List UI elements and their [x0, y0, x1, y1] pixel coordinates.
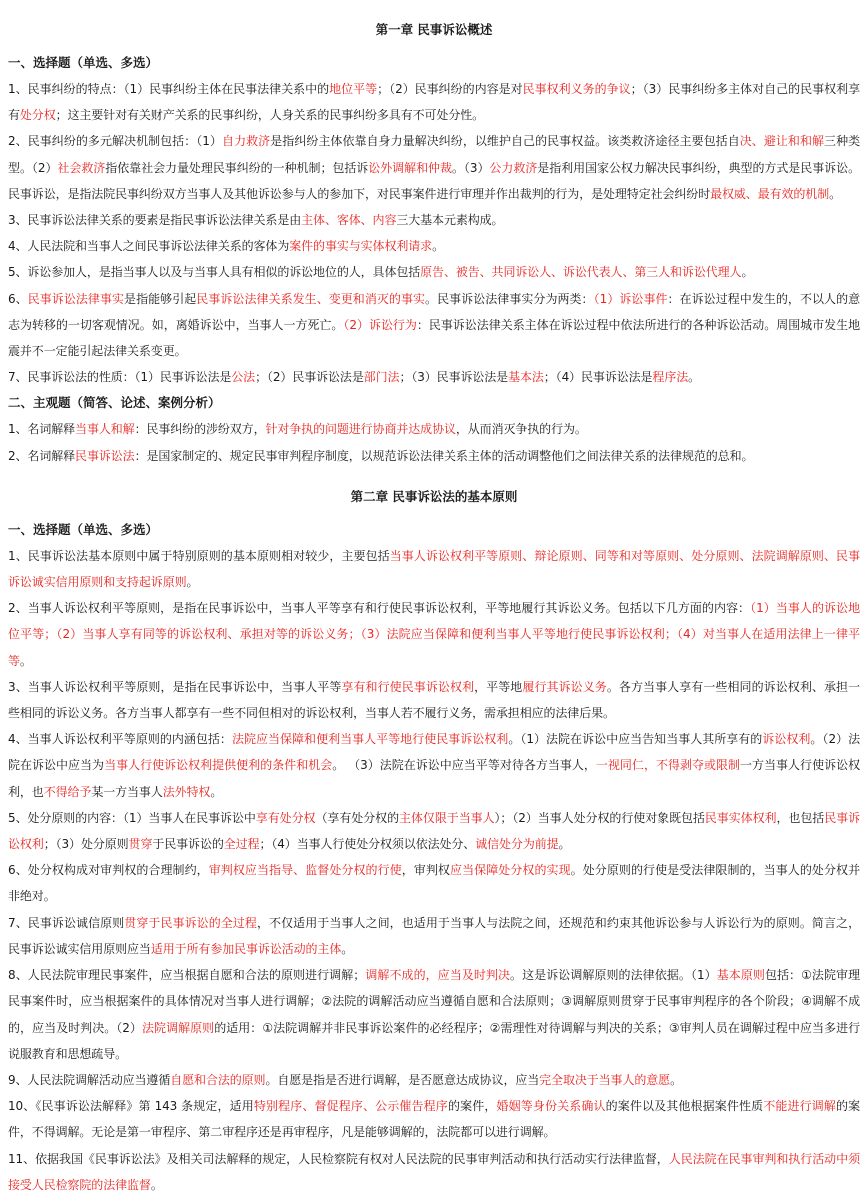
highlighted-text: 原告、被告、共同诉讼人、诉讼代表人、第三人和诉讼代理人 [420, 265, 742, 280]
highlighted-text: （2）诉讼行为 [343, 317, 417, 332]
paragraph-item [8, 259, 860, 285]
highlighted-text: 婚姻等身份关系确认 [496, 1099, 606, 1114]
body-text: 某一方当事人 [91, 784, 163, 799]
chapter-2-title: 第二章 民事诉讼法的基本原则 [350, 488, 518, 504]
body-text: 。 [558, 837, 571, 852]
body-text: 。各方当事人享有一些相同的诉讼权利、承担一些相同的诉讼义务。各方当事人都享有一些不同但相对的诉讼权利，当事人若不履行义务，需承担相应的法律后果。 [8, 679, 860, 721]
highlighted-text: 针对争执的问题进行协商并达成协议 [265, 422, 456, 437]
body-text: 3、当事人诉讼权利平等原则，是指在民事诉讼中，当事人平等 [8, 679, 342, 694]
body-text: 的案件以及其他根据案件性质 [605, 1099, 764, 1114]
ch2-choice-items [8, 543, 860, 1198]
body-text: ；（3）处分原则 [43, 837, 129, 852]
highlighted-text: 地位平等 [329, 82, 378, 96]
paragraph-item [8, 805, 860, 857]
highlighted-text: 处分权 [19, 108, 56, 123]
highlighted-text: 民事权利义务的争议 [522, 82, 631, 96]
highlighted-text: 民事诉讼法 [75, 448, 135, 463]
highlighted-text: 特别程序、督促程序、公示催告程序 [253, 1099, 448, 1114]
chapter-1-title: 第一章 民事诉讼概述 [375, 22, 493, 37]
body-text: 一方当事人行使诉讼权利，也 [8, 758, 860, 799]
highlighted-text: 全过程 [223, 837, 260, 852]
body-text: 是指能够引起 [124, 291, 197, 306]
paragraph-item [8, 962, 860, 1067]
body-text: 是指纠纷主体依靠自身力量解决纠纷，以维护自己的民事权益。该类救济途径主要包括自 [270, 134, 740, 149]
paragraph-item [8, 286, 860, 365]
body-text: 5、处分原则的内容：（1）当事人在民事诉讼中 [8, 810, 256, 825]
paragraph-item [8, 233, 860, 259]
body-text: ；这主要针对有关财产关系的民事纠纷，人身关系的民事纠纷多具有不可处分性。 [55, 108, 485, 123]
ch1-section-choice: 一、选择题（单选、多选） [8, 55, 159, 70]
body-text: 于民事诉讼的 [152, 837, 224, 852]
body-text: 三大基本元素构成。 [396, 213, 504, 228]
highlighted-text: 诚信处分为前提 [475, 837, 559, 852]
highlighted-text: （1）诉讼事件 [593, 291, 668, 306]
body-text: 1、民事诉讼法基本原则中属于特别原则的基本原则相对较少，主要包括 [8, 548, 390, 563]
highlighted-text: 当事人和解 [75, 422, 135, 437]
highlighted-text: 人民法院在民事审判和执行活动中须接受人民检察院的法律监督 [8, 1151, 860, 1192]
highlighted-text: 贯穿 [128, 837, 153, 852]
highlighted-text: 民事诉讼法律事实 [27, 291, 125, 306]
body-text: （享有处分权的 [315, 810, 400, 825]
body-text: ；（4）当事人行使处分权须以依法处分、 [259, 837, 476, 852]
body-text: ：民事诉讼法律关系主体在诉讼过程中依法所进行的各种诉讼活动。周围城市发生地震并不一定能引起法律关系变更。 [8, 317, 860, 359]
body-text: 。 [341, 941, 354, 956]
body-text: 10、《民事诉讼法解释》第 143 条规定，适用 [8, 1099, 254, 1114]
body-text: 。（1）法院在诉讼中应当告知当事人其所享有的 [508, 732, 763, 747]
body-text: 。（3） [451, 160, 490, 175]
highlighted-text: 应当保障处分权的实现 [450, 863, 571, 878]
body-text: 。 [670, 1072, 682, 1087]
paragraph-item [8, 76, 860, 128]
highlighted-text: 法院调解原则 [142, 1020, 215, 1035]
highlighted-text: 民事实体权利 [704, 810, 777, 825]
body-text: 1、名词解释 [8, 422, 76, 437]
body-text: 。 [19, 653, 32, 668]
highlighted-text: 调解不成的，应当及时判决 [365, 968, 511, 983]
body-text: ，平等地 [474, 679, 523, 694]
body-text: 。自愿是指是否进行调解，是否愿意达成协议，应当 [265, 1072, 540, 1087]
body-text: ，从而消灭争执的行为。 [455, 422, 587, 437]
body-text: ：民事纠纷的涉纷双方， [134, 422, 266, 437]
body-text: 包括：①法院审理民事案件时，应当根据案件的具体情况对当事人进行调解；②法院的调解活动应当遵循自愿和合法原则；③调解原则贯穿于民事审判程序的各个阶段；④调解不成的，应当及时判决。（2） [8, 968, 860, 1035]
ch1-section-subjective: 二、主观题（简答、论述、案例分析） [8, 395, 221, 411]
highlighted-text: 程序法 [652, 370, 689, 385]
body-text: 的案件， [447, 1099, 497, 1114]
highlighted-text: 贯穿于民事诉讼的全过程 [124, 915, 257, 930]
body-text: 3、民事诉讼法律关系的要素是指民事诉讼法律关系是由 [8, 213, 302, 228]
body-text: ：在诉讼过程中发生的，不以人的意志为转移的一切客观情况。如，离婚诉讼中，当事人一方死亡。 [8, 291, 861, 332]
paragraph-item [8, 1146, 860, 1198]
highlighted-text: 当事人诉讼权利平等原则、辩论原则、同等和对等原则、处分原则、法院调解原则、民事诉讼诚实信用原则和支持起诉原则 [8, 548, 860, 590]
body-text: 。 [210, 784, 223, 799]
paragraph-item [8, 364, 860, 390]
body-text: 。（2）法院在诉讼中应当为 [8, 732, 861, 773]
highlighted-text: 享有和行使民事诉讼权利 [341, 679, 475, 694]
highlighted-text: 基本法 [508, 370, 544, 385]
highlighted-text: 法外特权 [162, 784, 211, 799]
body-text: ，审判权 [401, 863, 450, 878]
highlighted-text: 公法 [231, 370, 256, 385]
paragraph-item [8, 726, 860, 805]
highlighted-text: 诉讼权利 [762, 732, 811, 747]
paragraph-item [8, 595, 860, 674]
body-text: 的适用：①法院调解并非民事诉讼案件的必经程序；②需理性对待调解与判决的关系；③审判人员在调解过程中应当多进行说服教育和思想疏导。 [8, 1020, 860, 1061]
body-text: ，不仅适用于当事人之间，也适用于当事人与法院之间，还规范和约束其他诉讼参与人诉讼行为的原则。简言之，民事诉讼诚实信用原则应当 [8, 915, 860, 956]
ch1-subjective-items [8, 416, 860, 468]
highlighted-text: 自力救济 [222, 134, 271, 149]
body-text: ，也包括 [776, 810, 825, 825]
paragraph-item [8, 910, 860, 962]
highlighted-text: 社会救济 [57, 160, 106, 175]
highlighted-text: 审判权应当指导、监督处分权的行使 [208, 863, 402, 878]
body-text: 。 （3）法院在诉讼中应当平等对待各方当事人， [332, 758, 596, 773]
body-text: ；（4）民事诉讼法是 [543, 370, 653, 385]
paragraph-item [8, 674, 860, 726]
body-text: 。 [829, 186, 842, 201]
body-text: 。民事诉讼法律事实分为两类： [425, 291, 594, 306]
body-text: ；（2）民事纠纷的内容是对 [377, 82, 523, 96]
paragraph-item [8, 128, 860, 207]
body-text: 6、处分权构成对审判权的合理制约， [8, 863, 209, 878]
highlighted-text: 决、避让和和解 [739, 134, 825, 149]
body-text: 。这是诉讼调解原则的法律依据。（1） [510, 968, 717, 983]
paragraph-item [8, 1067, 860, 1093]
highlighted-text: 一视同仁，不得剥夺或限制 [595, 758, 741, 773]
paragraph-item [8, 857, 860, 909]
highlighted-text: 完全取决于当事人的意愿 [539, 1072, 671, 1087]
paragraph-item [8, 207, 860, 233]
ch2-section-choice: 一、选择题（单选、多选） [8, 521, 159, 537]
body-text: 2、名词解释 [8, 448, 76, 463]
highlighted-text: 公力救济 [489, 160, 538, 175]
body-text: 2、当事人诉讼权利平等原则，是指在民事诉讼中，当事人平等享有和行使民事诉讼权利，平等地履行其诉讼义务。包括以下几方面的内容： [8, 601, 751, 616]
highlighted-text: 当事人行使诉讼权利提供便利的条件和机会 [104, 758, 333, 773]
body-text: ）；（2）当事人处分权的行使对象既包括 [494, 810, 705, 825]
paragraph-item [8, 1093, 860, 1145]
body-text: 7、民事诉讼诚信原则 [8, 915, 125, 930]
body-text: 。 [688, 370, 701, 385]
body-text: 指依靠社会力量处理民事纠纷的一种机制；包括诉 [105, 160, 369, 175]
body-text: 4、当事人诉讼权利平等原则的内涵包括： [8, 732, 232, 747]
body-text: 。 [150, 1177, 163, 1192]
highlighted-text: 部门法 [363, 370, 400, 385]
body-text: ；（2）民事诉讼法是 [255, 370, 364, 385]
highlighted-text: 基本原则 [716, 968, 765, 983]
paragraph-item [8, 543, 860, 595]
paragraph-item [8, 443, 860, 469]
highlighted-text: 自愿和合法的原则 [170, 1072, 266, 1087]
body-text: 。 [741, 265, 754, 280]
highlighted-text: 法院应当保障和便利当事人平等地行使民事诉讼权利 [231, 732, 509, 747]
highlighted-text: 履行其诉讼义务 [522, 679, 607, 694]
highlighted-text: 案件的事实与实体权利请求 [289, 239, 433, 254]
highlighted-text: 最权威、最有效的机制 [710, 186, 830, 201]
body-text: 。 [432, 239, 444, 254]
highlighted-text: 民事诉讼权利 [8, 810, 860, 852]
highlighted-text: 民事诉讼法律关系发生、变更和消灭的事实 [196, 291, 426, 306]
highlighted-text: 适用于所有参加民事诉讼活动的主体 [150, 941, 342, 956]
body-text: 7、民事诉讼法的性质：（1）民事诉讼法是 [8, 370, 232, 385]
highlighted-text: 讼外调解和仲裁 [368, 160, 452, 175]
body-text: ：是国家制定的、规定民事审判程序制度，以规范诉讼法律关系主体的活动调整他们之间法律关系的法律规范的总和。 [134, 448, 754, 463]
body-text: 三种类型。（2） [8, 134, 861, 175]
highlighted-text: （1）当事人的诉讼地位平等；（2）当事人享有同等的诉讼权利、承担对等的诉讼义务；（3）法院应当保障和便利当事人平等地行使民事诉讼权利；（4）对当事人在适用法律上一律平等 [8, 601, 860, 668]
body-text: 的案件，不得调解。无论是第一审程序、第二审程序还是再审程序，凡是能够调解的，法院都可以进行调解。 [8, 1099, 861, 1140]
body-text: 6、 [8, 291, 28, 306]
paragraph-item [8, 416, 860, 442]
body-text: 。处分原则的行使是受法律限制的，当事人的处分权并非绝对。 [8, 863, 860, 904]
ch1-choice-items [8, 76, 860, 390]
highlighted-text: 主体、客体、内容 [301, 213, 397, 228]
highlighted-text: 享有处分权 [255, 810, 316, 825]
body-text: 是指利用国家公权力解决民事纠纷，典型的方式是民事诉讼。民事诉讼，是指法院民事纠纷双方当事人及其他诉讼参与人的参加下，对民事案件进行审理并作出裁判的行为，是处理特定社会纠纷时 [8, 160, 860, 201]
highlighted-text: 主体仅限于当事人 [399, 810, 495, 825]
body-text: 8、人民法院审理民事案件，应当根据自愿和合法的原则进行调解； [8, 968, 366, 983]
body-text: 1、民事纠纷的特点：（1）民事纠纷主体在民事法律关系中的 [8, 82, 330, 96]
body-text: 11、依据我国《民事诉讼法》及相关司法解释的规定，人民检察院有权对人民法院的民事审判活动和执行活动实行法律监督， [8, 1151, 669, 1166]
body-text: 。 [186, 575, 199, 590]
body-text: 5、诉讼参加人，是指当事人以及与当事人具有相似的诉讼地位的人，具体包括 [8, 265, 421, 280]
body-text: 2、民事纠纷的多元解决机制包括：（1） [8, 134, 223, 149]
body-text: 4、人民法院和当事人之间民事诉讼法律关系的客体为 [8, 239, 290, 254]
highlighted-text: 不得给予 [43, 784, 92, 799]
highlighted-text: 不能进行调解 [763, 1099, 836, 1114]
body-text: 9、人民法院调解活动应当遵循 [8, 1072, 171, 1087]
body-text: ；（3）民事纠纷多主体对自己的民事权利享有 [8, 82, 861, 123]
body-text: ；（3）民事诉讼法是 [399, 370, 509, 385]
